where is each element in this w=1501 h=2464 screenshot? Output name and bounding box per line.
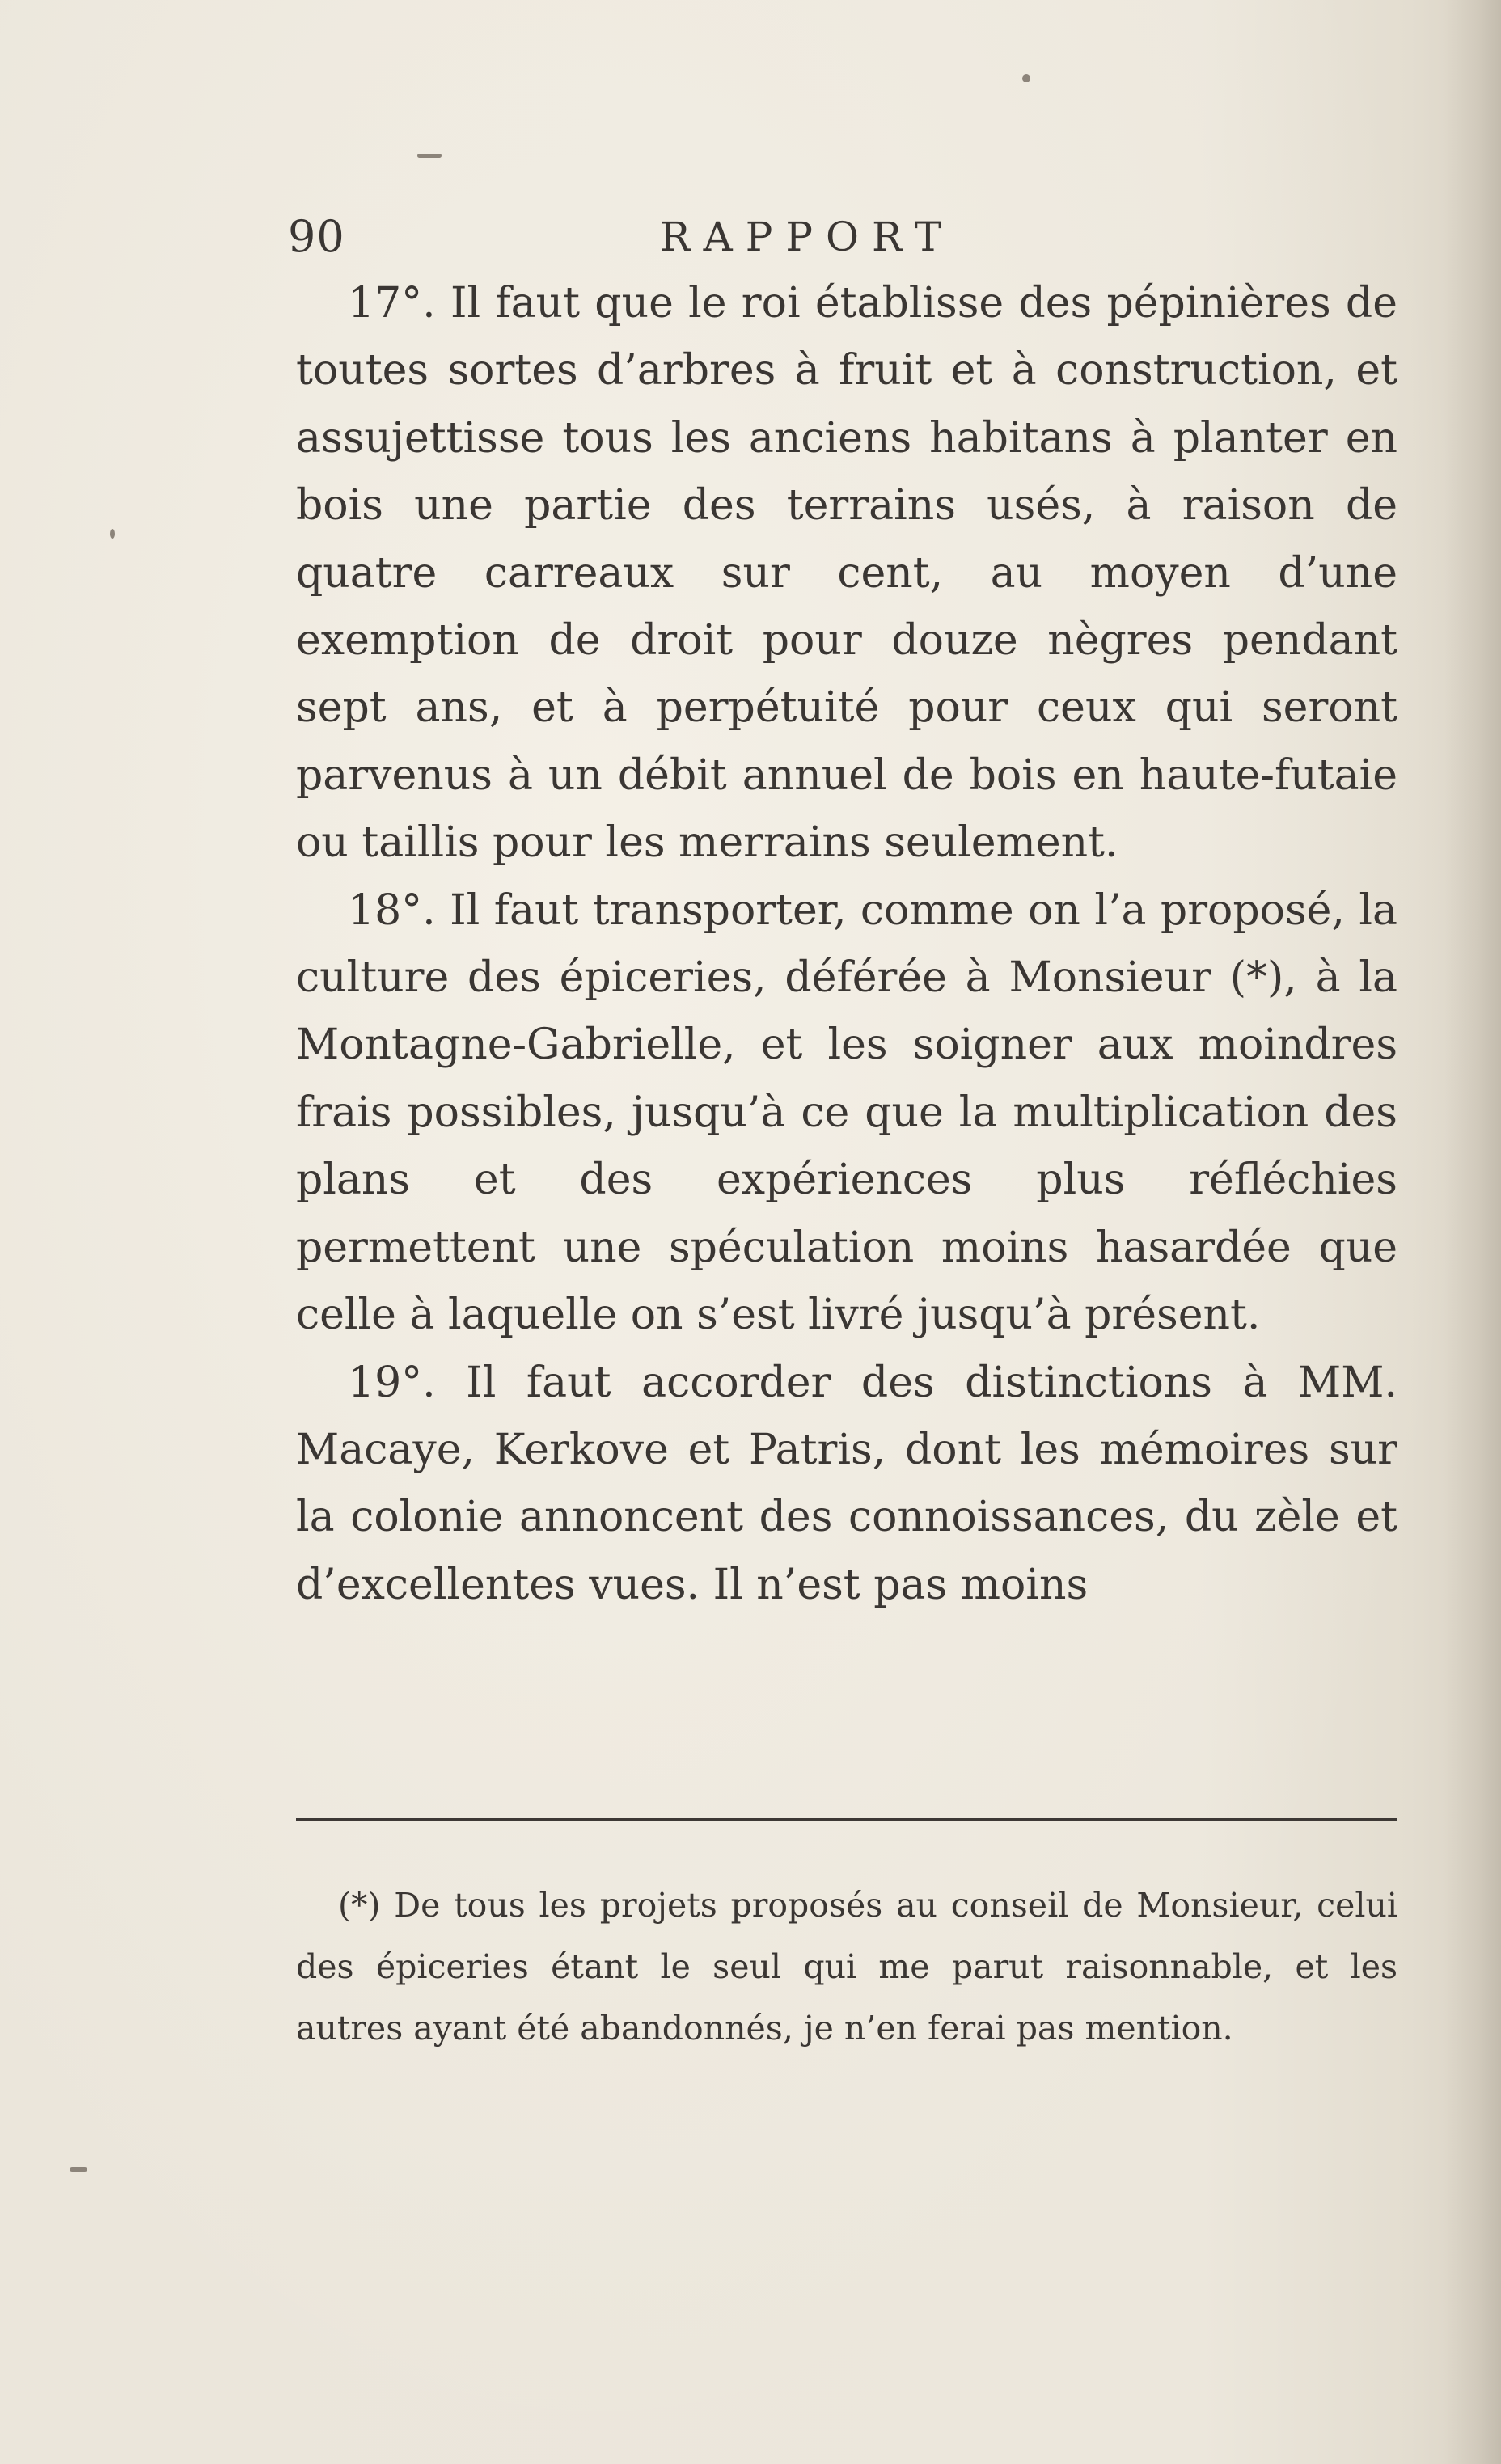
paragraph-17: 17°. Il faut que le roi établisse des pépinières de toutes sortes d’arbres à fruit et à construction, et assujettisse tous les anciens habitans à planter en bois une partie des terrains usés, à raison de quatre carreaux sur cent, au moyen d’une exemption de droit pour douze nègres pendant sept ans, et à perpétuité pour ceux qui seront parvenus à un débit annuel de bois en haute-futaie ou taillis pour les merrains seulement. [296, 279, 1397, 868]
running-head: RAPPORT [660, 213, 955, 260]
paper-speck [110, 529, 115, 539]
body-text [296, 270, 1397, 1619]
footnote: (*) De tous les projets proposés au conseil de Monsieur, celui des épiceries étant le seul qui me parut raisonnable, et les autres ayant été abandonnés, je n’en ferai pas mention. [296, 1886, 1397, 2048]
paragraph-18: 18°. Il faut transporter, comme on l’a proposé, la culture des épiceries, déférée à Monsieur (*), à la Montagne-Gabrielle, et les soigner aux moindres frais possibles, jusqu’à ce que la multiplication des plans et des expériences plus réfléchies permettent une spéculation moins hasardée que celle à laquelle on s’est livré jusqu’à présent. [296, 885, 1397, 1340]
page-edge-shadow [1444, 0, 1501, 2464]
paragraph-19: 19°. Il faut accorder des distinctions à MM. Macaye, Kerkove et Patris, dont les mémoires sur la colonie annoncent des connoissances, du zèle et d’excellentes vues. Il n’est pas moins [296, 1358, 1397, 1609]
page-number: 90 [288, 211, 345, 262]
paper-speck [70, 2167, 87, 2172]
paper-speck [417, 154, 442, 158]
page-header [288, 201, 1404, 273]
footnote-rule [296, 1818, 1397, 1821]
paper-speck [1022, 74, 1030, 82]
